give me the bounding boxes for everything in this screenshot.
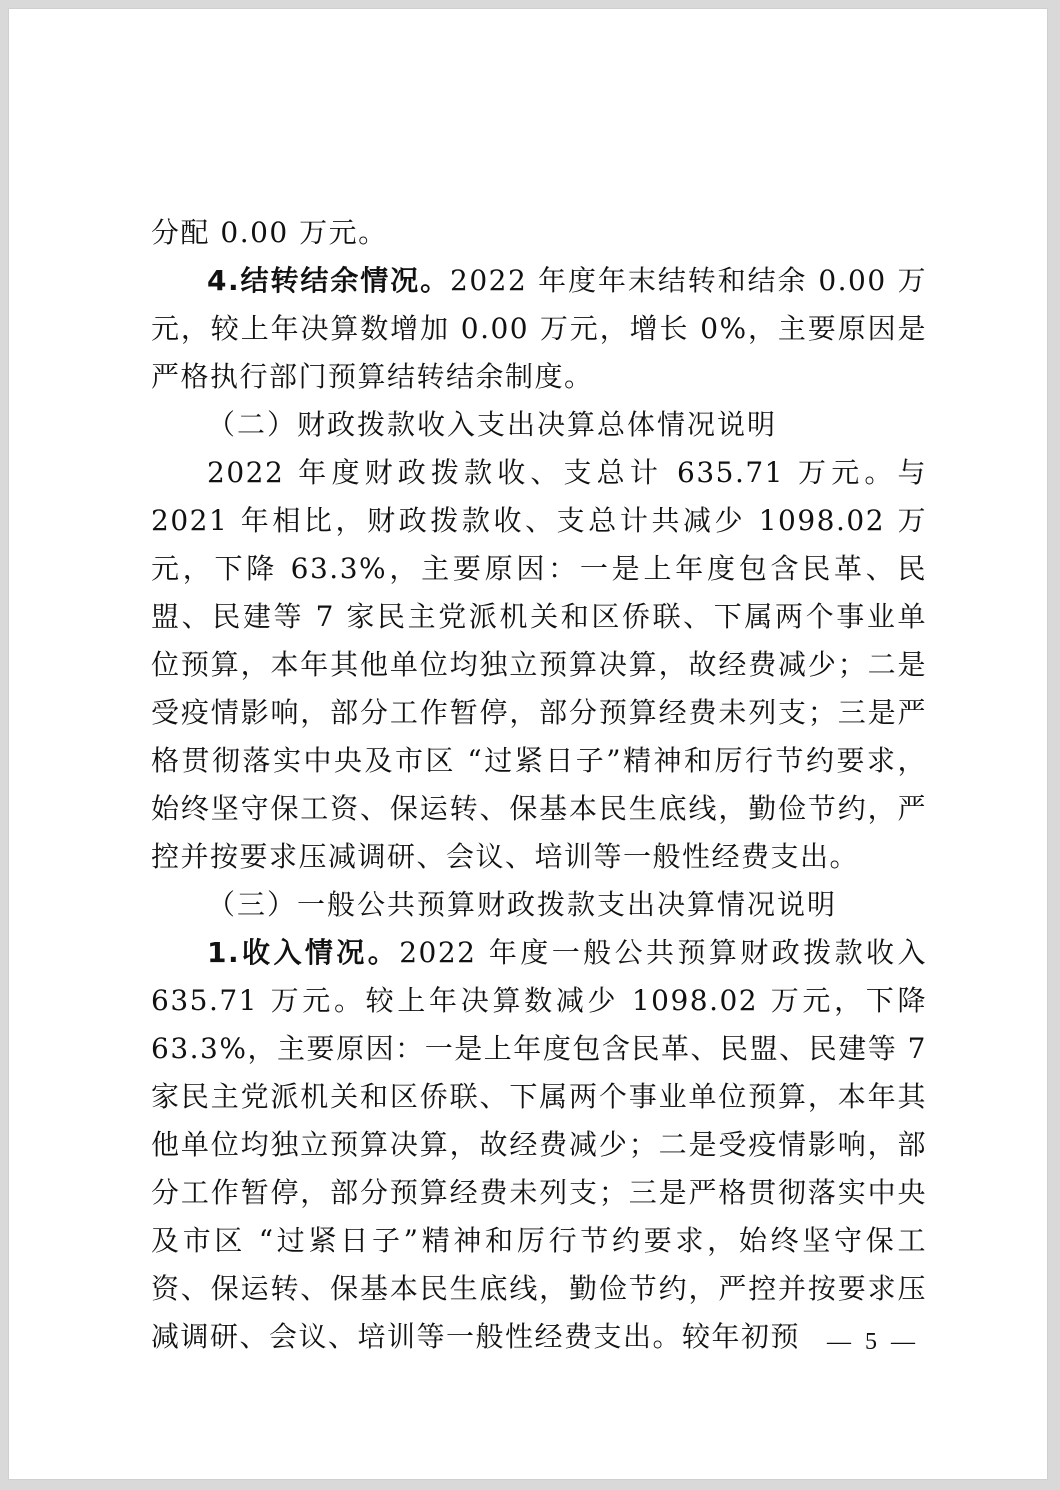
paragraph-text: 2022 年度年末结转和结余 0.00 万元，较上年决算数增加 0.00 万元，增长 0%，主要原因是严格执行部门预算结转结余制度。 <box>151 264 927 393</box>
paragraph-fiscal-overview <box>151 449 927 881</box>
paragraph-text: 2022 年度财政拨款收、支总计 635.71 万元。与 2021 年相比，财政拨款收、支总计共减少 1098.02 万元，下降 63.3%，主要原因：一是上年度包含民革、民盟、民建等 7 家民主党派机关和区侨联、下属两个事业单位预算，本年其他单位均独立预算决算，故经费减少；二是受疫情影响，部分工作暂停，部分预算经费未列支；三是严格贯彻落实中央及市区 “过紧日子”精神和厉行节约要求，始终坚守保工资、保运转、保基本民生底线，勤俭节约，严控并按要求压减调研、会议、培训等一般性经费支出。 <box>151 456 927 873</box>
paragraph-continuation <box>151 209 927 257</box>
paragraph-lead: 1.收入情况。 <box>207 936 400 969</box>
heading-text: （三）一般公共预算财政拨款支出决算情况说明 <box>207 888 838 921</box>
document-page <box>8 8 1048 1480</box>
paragraph-text: 2022 年度一般公共预算财政拨款收入 635.71 万元。较上年决算数减少 1098.02 万元，下降 63.3%，主要原因：一是上年度包含民革、民盟、民建等 7 家民主党派机关和区侨联、下属两个事业单位预算，本年其他单位均独立预算决算，故经费减少；二是受疫情影响，部分工作暂停，部分预算经费未列支；三是严格贯彻落实中央及市区 “过紧日子”精神和厉行节约要求，始终坚守保工资、保运转、保基本民生底线，勤俭节约，严控并按要求压减调研、会议、培训等一般性经费支出。较年初预 <box>151 936 927 1353</box>
section-heading-2 <box>151 401 927 449</box>
page-number: — 5 — <box>827 1329 919 1355</box>
paragraph-text: 分配 0.00 万元。 <box>151 216 388 249</box>
heading-text: （二）财政拨款收入支出决算总体情况说明 <box>207 408 778 441</box>
paragraph-income <box>151 929 927 1361</box>
document-body <box>151 209 927 1361</box>
paragraph-lead: 4.结转结余情况。 <box>207 264 451 297</box>
paragraph-carryover-balance <box>151 257 927 401</box>
section-heading-3 <box>151 881 927 929</box>
